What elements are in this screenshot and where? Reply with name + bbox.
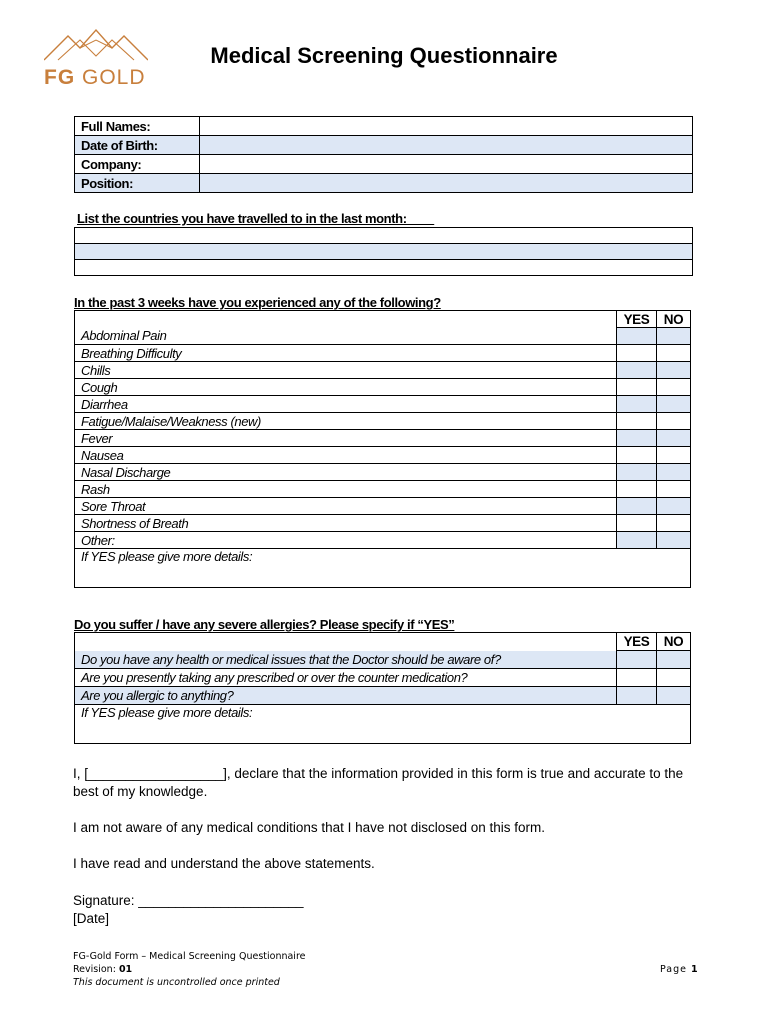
- symptom-label: Rash: [75, 481, 617, 498]
- footer-form-name: FG-Gold Form – Medical Screening Questionnaire: [73, 951, 306, 962]
- symptom-yes-checkbox[interactable]: [617, 481, 657, 498]
- table-row: [75, 228, 693, 244]
- symptom-yes-checkbox[interactable]: [617, 345, 657, 362]
- understanding-statement: I have read and understand the above statements.: [73, 856, 375, 871]
- symptom-yes-checkbox[interactable]: [617, 328, 657, 345]
- symptom-label: Fatigue/Malaise/Weakness (new): [75, 413, 617, 430]
- table-row: [75, 379, 691, 396]
- travel-table: [74, 227, 693, 276]
- table-row: [75, 464, 691, 481]
- allergies-table: [74, 632, 691, 744]
- symptom-no-checkbox[interactable]: [657, 396, 691, 413]
- page-title-text: Medical Screening Questionnaire: [210, 43, 558, 68]
- table-row: [75, 396, 691, 413]
- position-field[interactable]: [200, 174, 693, 193]
- page-title: [0, 43, 768, 69]
- yes-column-header: YES: [617, 311, 657, 328]
- date-of-birth-field[interactable]: [200, 136, 693, 155]
- company-label: Company:: [75, 155, 200, 174]
- logo-text-thin: GOLD: [82, 66, 146, 89]
- symptom-no-checkbox[interactable]: [657, 532, 691, 549]
- symptom-no-checkbox[interactable]: [657, 345, 691, 362]
- page-number: [660, 964, 699, 975]
- no-column-header: NO: [657, 311, 691, 328]
- travel-heading: List the countries you have travelled to in the last month:____: [77, 211, 434, 226]
- symptom-yes-checkbox[interactable]: [617, 362, 657, 379]
- symptom-label: Other:: [75, 532, 617, 549]
- table-row: [75, 481, 691, 498]
- table-row: [75, 136, 693, 155]
- footer-revision: [73, 963, 306, 976]
- disclosure-statement: I am not aware of any medical conditions that I have not disclosed on this form.: [73, 820, 545, 835]
- symptom-no-checkbox[interactable]: [657, 379, 691, 396]
- symptom-yes-checkbox[interactable]: [617, 413, 657, 430]
- symptom-yes-checkbox[interactable]: [617, 379, 657, 396]
- symptom-no-checkbox[interactable]: [657, 362, 691, 379]
- symptom-label: Abdominal Pain: [75, 328, 617, 345]
- position-label: Position:: [75, 174, 200, 193]
- table-row: [75, 244, 693, 260]
- symptom-details-field[interactable]: If YES please give more details:: [75, 549, 691, 588]
- table-header-row: [75, 633, 691, 651]
- revision-label: Revision:: [73, 964, 119, 975]
- table-row: [75, 430, 691, 447]
- allergy-question: Are you allergic to anything?: [75, 687, 617, 705]
- symptom-no-checkbox[interactable]: [657, 447, 691, 464]
- table-row: [75, 669, 691, 687]
- revision-value: 01: [118, 964, 133, 975]
- symptom-no-checkbox[interactable]: [657, 430, 691, 447]
- allergy-yes-checkbox[interactable]: [617, 687, 657, 705]
- allergy-no-checkbox[interactable]: [657, 669, 691, 687]
- table-header-row: [75, 311, 691, 328]
- symptoms-heading: In the past 3 weeks have you experienced any of the following?: [74, 295, 441, 310]
- signature-line[interactable]: Signature: ______________________: [73, 893, 304, 908]
- symptom-yes-checkbox[interactable]: [617, 498, 657, 515]
- allergies-heading: Do you suffer / have any severe allergies? Please specify if “YES”: [74, 617, 455, 632]
- yes-column-header: YES: [617, 633, 657, 651]
- page-label: Page: [660, 964, 692, 975]
- allergy-header-blank: [75, 633, 617, 651]
- table-row: [75, 498, 691, 515]
- logo-text-bold: FG: [44, 66, 76, 89]
- allergy-yes-checkbox[interactable]: [617, 669, 657, 687]
- table-row: [75, 155, 693, 174]
- symptom-label: Breathing Difficulty: [75, 345, 617, 362]
- symptom-label: Chills: [75, 362, 617, 379]
- table-row: [75, 705, 691, 744]
- date-field[interactable]: [Date]: [73, 911, 110, 926]
- table-row: [75, 549, 691, 588]
- table-row: [75, 532, 691, 549]
- symptom-label: Diarrhea: [75, 396, 617, 413]
- travel-field-3[interactable]: [75, 260, 693, 276]
- footer-info: [73, 950, 306, 989]
- table-row: [75, 447, 691, 464]
- symptom-label: Cough: [75, 379, 617, 396]
- symptom-label: Nausea: [75, 447, 617, 464]
- symptom-label: Shortness of Breath: [75, 515, 617, 532]
- travel-field-2[interactable]: [75, 244, 693, 260]
- allergy-yes-checkbox[interactable]: [617, 651, 657, 669]
- date-of-birth-label: Date of Birth:: [75, 136, 200, 155]
- page-number-value: 1: [691, 964, 699, 975]
- symptom-no-checkbox[interactable]: [657, 481, 691, 498]
- table-row: [75, 328, 691, 345]
- table-row: [75, 651, 691, 669]
- travel-field-1[interactable]: [75, 228, 693, 244]
- symptom-yes-checkbox[interactable]: [617, 532, 657, 549]
- symptom-no-checkbox[interactable]: [657, 515, 691, 532]
- declaration-statement: I, [__________________], declare that the information provided in this form is true and accurate to the best of my knowledge.: [73, 766, 684, 799]
- allergy-no-checkbox[interactable]: [657, 651, 691, 669]
- symptom-label: Sore Throat: [75, 498, 617, 515]
- full-names-field[interactable]: [200, 117, 693, 136]
- symptom-header-blank: [75, 311, 617, 328]
- allergy-details-field[interactable]: If YES please give more details:: [75, 705, 691, 744]
- table-row: [75, 260, 693, 276]
- table-row: [75, 515, 691, 532]
- allergy-question: Are you presently taking any prescribed or over the counter medication?: [75, 669, 617, 687]
- symptom-label: Nasal Discharge: [75, 464, 617, 481]
- table-row: [75, 687, 691, 705]
- table-row: [75, 413, 691, 430]
- symptom-no-checkbox[interactable]: [657, 328, 691, 345]
- table-row: [75, 345, 691, 362]
- symptom-yes-checkbox[interactable]: [617, 430, 657, 447]
- symptom-yes-checkbox[interactable]: [617, 464, 657, 481]
- allergy-question: Do you have any health or medical issues that the Doctor should be aware of?: [75, 651, 617, 669]
- logo-text: [44, 66, 146, 90]
- symptom-no-checkbox[interactable]: [657, 498, 691, 515]
- symptom-yes-checkbox[interactable]: [617, 447, 657, 464]
- allergy-no-checkbox[interactable]: [657, 687, 691, 705]
- company-field[interactable]: [200, 155, 693, 174]
- table-row: [75, 117, 693, 136]
- personal-details-table: [74, 116, 693, 193]
- symptom-no-checkbox[interactable]: [657, 464, 691, 481]
- symptom-yes-checkbox[interactable]: [617, 515, 657, 532]
- full-names-label: Full Names:: [75, 117, 200, 136]
- symptom-yes-checkbox[interactable]: [617, 396, 657, 413]
- footer-note: This document is uncontrolled once printed: [73, 977, 280, 988]
- no-column-header: NO: [657, 633, 691, 651]
- symptom-no-checkbox[interactable]: [657, 413, 691, 430]
- table-row: [75, 174, 693, 193]
- symptoms-table: [74, 310, 691, 588]
- symptom-label: Fever: [75, 430, 617, 447]
- table-row: [75, 362, 691, 379]
